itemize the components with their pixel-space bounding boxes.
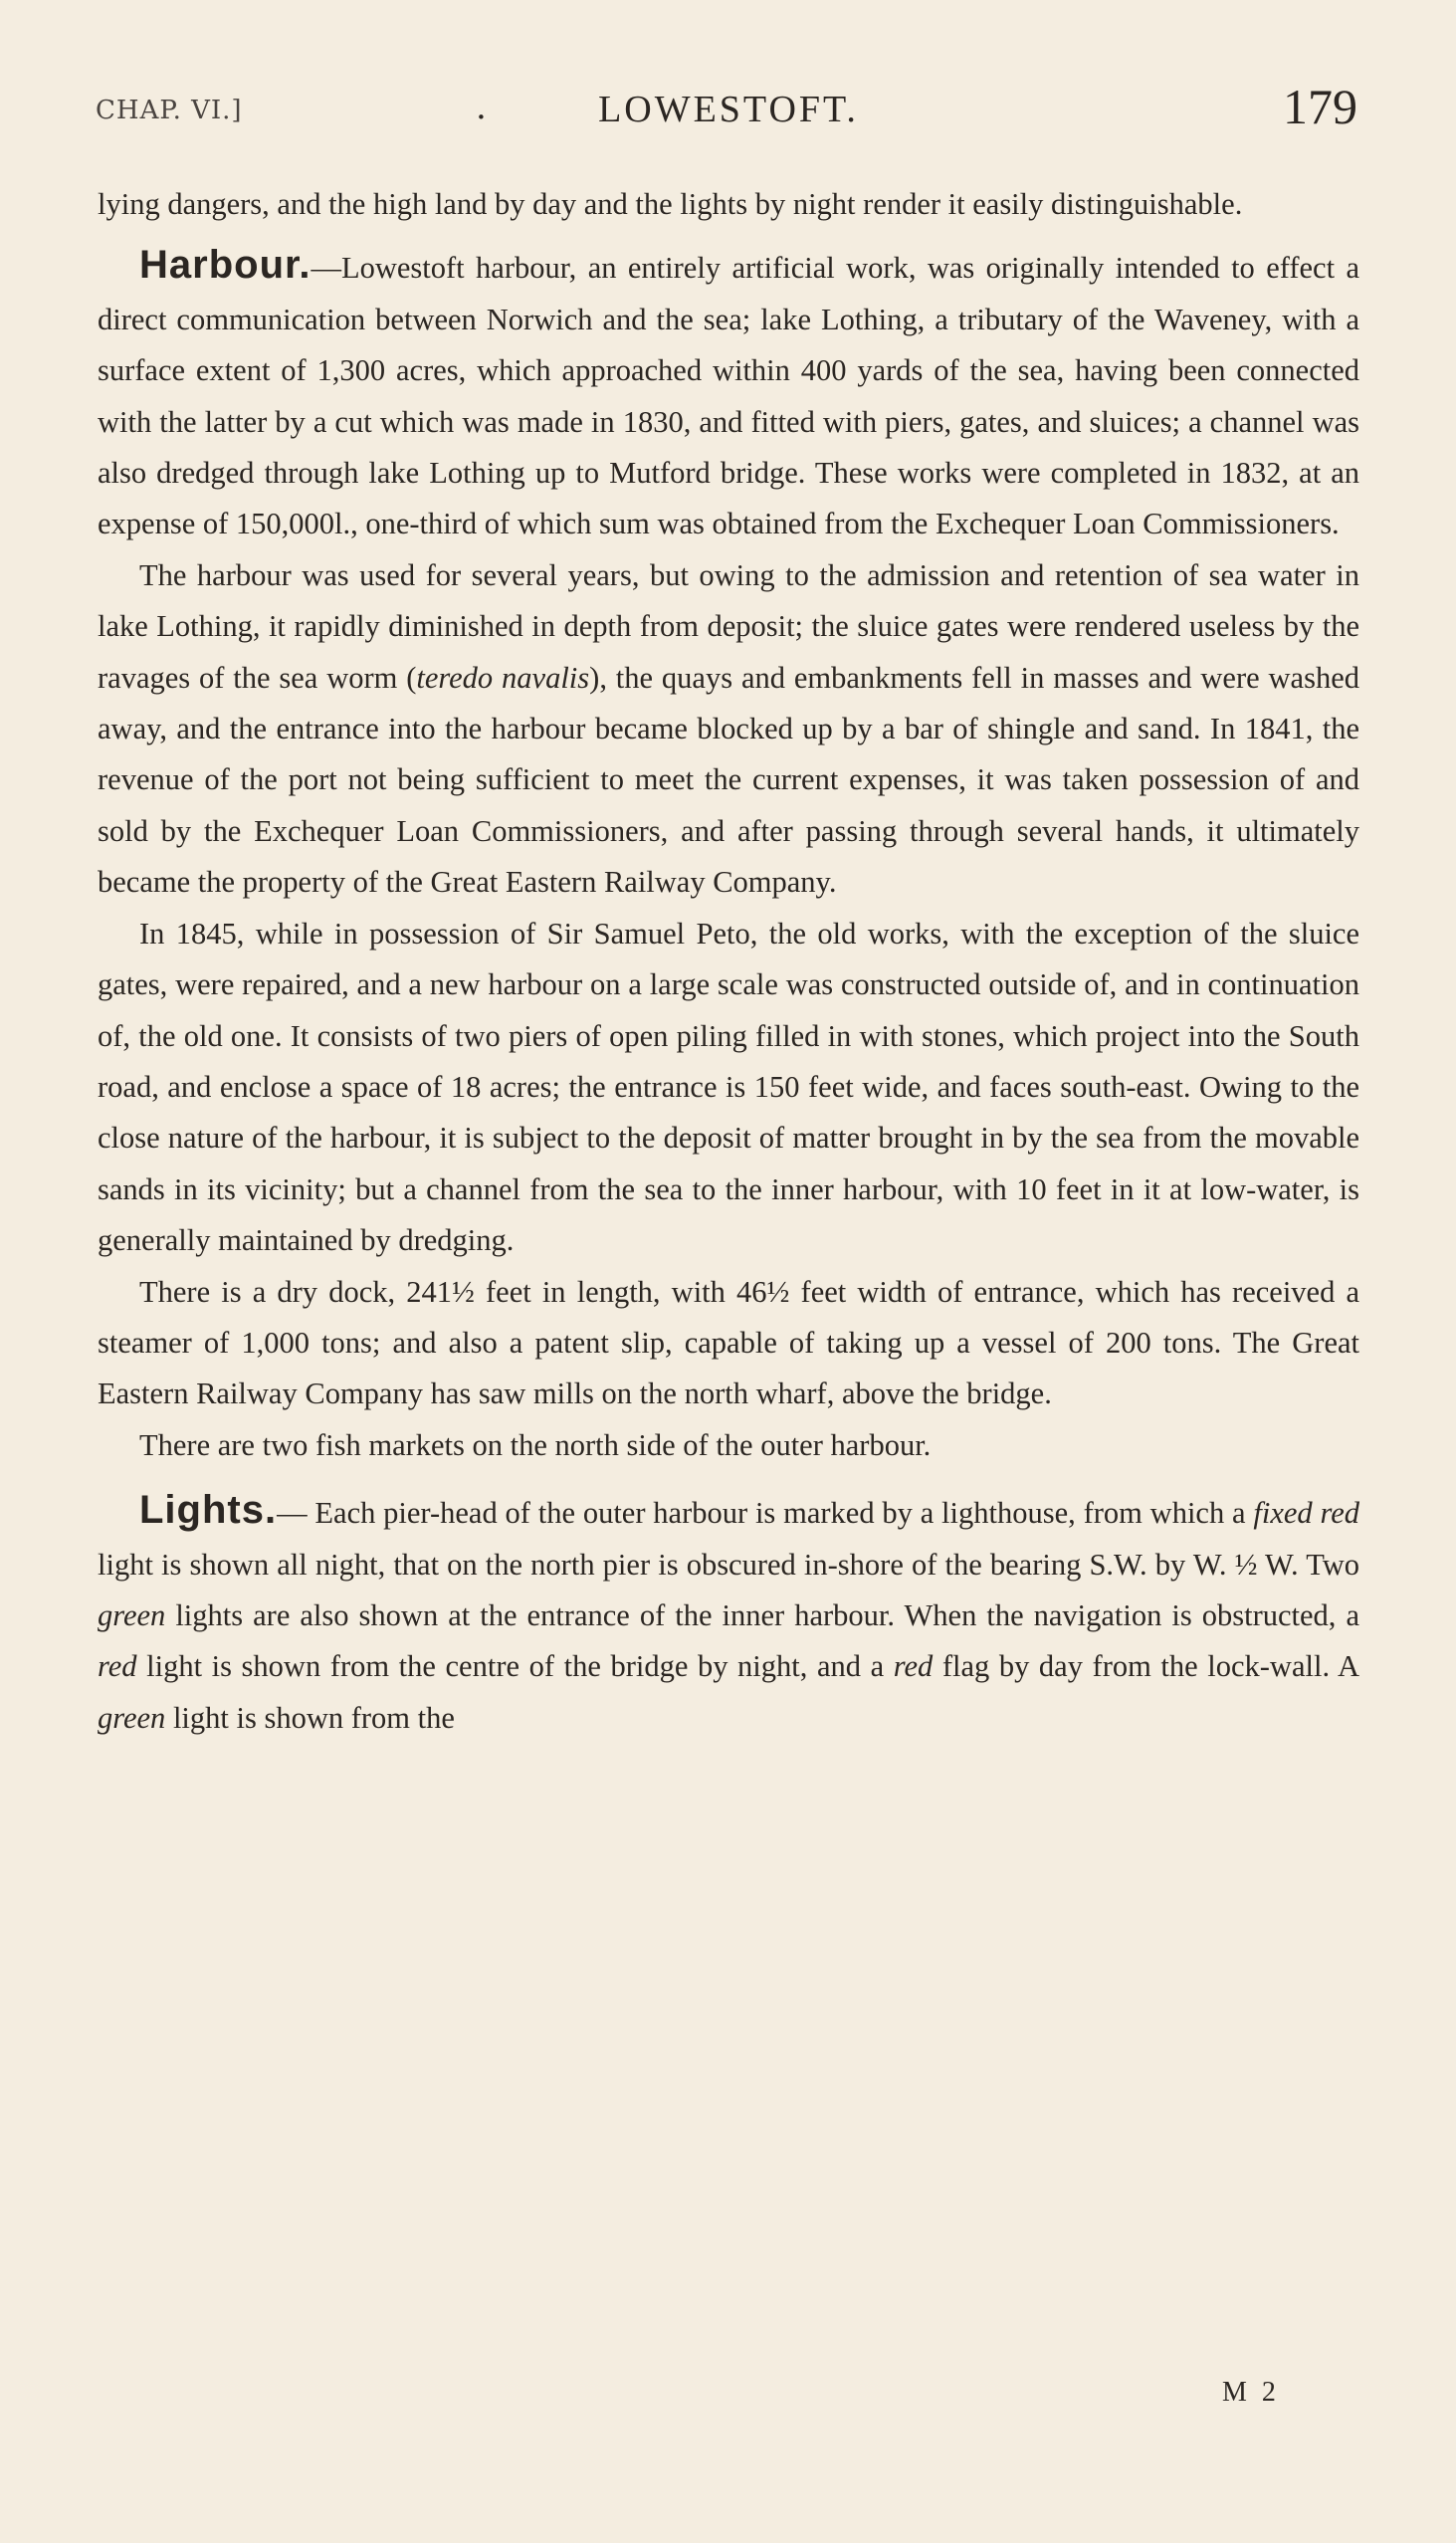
paragraph-continuation <box>98 179 1359 230</box>
paragraph-1845 <box>98 909 1359 1267</box>
paragraph-dry-dock <box>98 1267 1359 1420</box>
paragraph-text: light is shown from the centre of the bridge by night, and a <box>136 1649 894 1684</box>
paragraph-text: light is shown all night, that on the north pier is obscured in-shore of the bearing S.W. by W. ½ W. Two <box>98 1547 1359 1582</box>
paragraph-text: ), the quays and embankments fell in masses and were washed away, and the entrance into the harbour became blocked up by a bar of shingle and sand. In 1841, the revenue of the port not being sufficient to meet the current expenses, it was taken possession of and sold by the Exchequer Loan Commissioners, and after passing through several hands, it ultimately became the property of the Great Eastern Railway Company. <box>98 660 1359 900</box>
paragraph-text: There are two fish markets on the north side of the outer harbour. <box>139 1427 932 1462</box>
paragraph-lights <box>98 1485 1359 1744</box>
chapter-label: CHAP. VI.] <box>96 96 243 125</box>
paragraph-text: There is a dry dock, 241½ feet in length, with 46½ feet width of entrance, which has received a steamer of 1,000 tons; and also a patent slip, capable of taking up a vessel of 200 tons. The Great Eastern Railway Company has saw mills on the north wharf, above the bridge. <box>98 1274 1359 1411</box>
paragraph-text: lights are also shown at the entrance of the inner harbour. When the navigation is obstructed, a <box>165 1597 1359 1632</box>
header-separator: . <box>476 88 487 127</box>
paragraph-harbour-usage <box>98 550 1359 909</box>
page-title: LOWESTOFT. <box>598 89 859 130</box>
paragraph-fish-markets <box>98 1420 1359 1471</box>
italic-term: red <box>893 1649 934 1684</box>
paragraph-text: flag by day from the lock-wall. A <box>933 1649 1360 1684</box>
section-heading-lights: Lights. <box>139 1488 278 1533</box>
paragraph-text: lying dangers, and the high land by day and the lights by night render it easily distinguishable. <box>98 187 1243 221</box>
italic-term: fixed red <box>1253 1496 1359 1531</box>
italic-term: green <box>98 1597 166 1632</box>
italic-term: green <box>98 1700 166 1735</box>
paragraph-text: light is shown from the <box>165 1700 455 1735</box>
running-header <box>96 78 1361 147</box>
section-heading-harbour: Harbour. <box>139 243 312 288</box>
signature-mark: M 2 <box>1222 2377 1280 2408</box>
paragraph-text: The harbour was used for several years, but owing to the admission and retention of sea water in lake Lothing, it rapidly diminished in depth from deposit; the sluice gates were rendered useless by the ravages of the sea worm ( <box>98 557 1359 695</box>
paragraph-text: —Lowestoft harbour, an entirely artificial work, was originally intended to effect a direct communication between Norwich and the sea; lake Lothing, a tributary of the Waveney, with a surface extent of 1,300 acres, which approached within 400 yards of the sea, having been connected with the latter by a cut which was made in 1830, and fitted with piers, gates, and sluices; a channel was also dredged through lake Lothing up to Mutford bridge. These works were completed in 1832, at an expense of 150,000l., one-third of which sum was obtained from the Exchequer Loan Commissioners. <box>98 251 1359 541</box>
paragraph-text: — Each pier-head of the outer harbour is marked by a lighthouse, from which a <box>277 1496 1254 1531</box>
page-number: 179 <box>1283 79 1357 134</box>
italic-term: teredo navalis <box>416 660 590 695</box>
page-body <box>98 179 1359 1744</box>
paragraph-harbour <box>98 240 1359 549</box>
paragraph-text: In 1845, while in possession of Sir Samuel Peto, the old works, with the exception of the sluice gates, were repaired, and a new harbour on a large scale was constructed outside of, and in continuation of, the old one. It consists of two piers of open piling filled in with stones, which project into the South road, and enclose a space of 18 acres; the entrance is 150 feet wide, and faces south-east. Owing to the close nature of the harbour, it is subject to the deposit of matter brought in by the sea from the movable sands in its vicinity; but a channel from the sea to the inner harbour, with 10 feet in it at low-water, is generally maintained by dredging. <box>98 916 1359 1258</box>
italic-term: red <box>98 1649 137 1684</box>
